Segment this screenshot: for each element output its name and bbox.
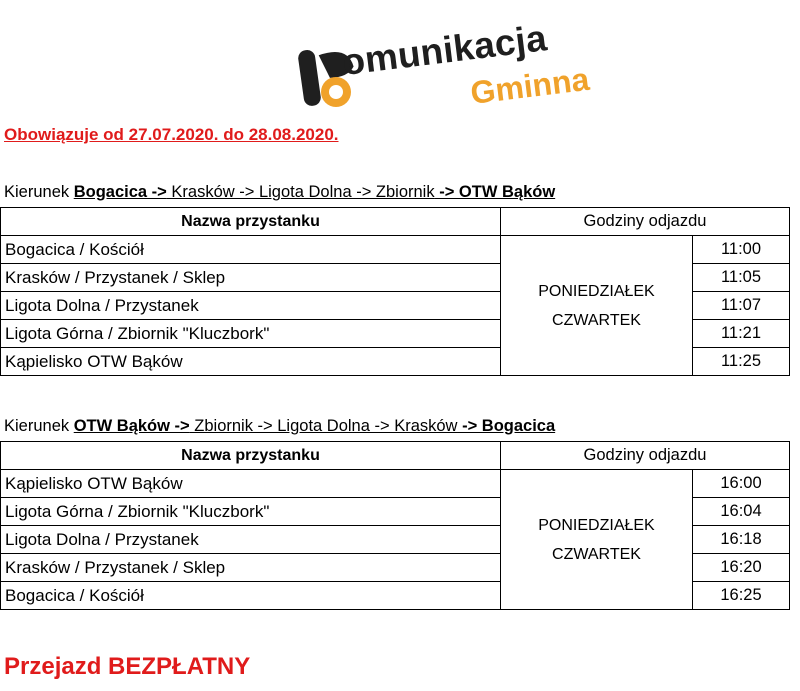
departure-time: 16:00	[693, 470, 790, 498]
operating-days	[501, 470, 693, 610]
departure-time: 16:20	[693, 554, 790, 582]
stop-name: Kąpielisko OTW Bąków	[1, 470, 501, 498]
departure-time: 11:25	[693, 348, 790, 376]
operating-days	[501, 236, 693, 376]
departure-time: 11:21	[693, 320, 790, 348]
day-label: CZWARTEK	[552, 545, 641, 563]
route2-direction	[4, 417, 555, 436]
table-row	[1, 236, 790, 264]
validity-notice: Obowiązuje od 27.07.2020. do 28.08.2020.	[4, 125, 339, 144]
day-label: CZWARTEK	[552, 311, 641, 329]
header-departure-times: Godziny odjazdu	[501, 442, 790, 470]
departure-time: 16:04	[693, 498, 790, 526]
route2-from: OTW Bąków ->	[73, 417, 190, 435]
free-ride-notice: Przejazd BEZPŁATNY	[4, 653, 251, 680]
stop-name: Ligota Górna / Zbiornik "Kluczbork"	[1, 498, 501, 526]
route1-from: Bogacica ->	[73, 183, 167, 201]
stop-name: Bogacica / Kościół	[1, 236, 501, 264]
logo	[298, 17, 628, 115]
departure-time: 16:25	[693, 582, 790, 610]
stop-name: Ligota Dolna / Przystanek	[1, 526, 501, 554]
logo-text-secondary: Gminna	[468, 60, 592, 112]
header-stop-name: Nazwa przystanku	[1, 208, 501, 236]
route2-to: -> Bogacica	[457, 417, 556, 435]
table-row	[1, 470, 790, 498]
table-header-row	[1, 442, 790, 470]
route1-prefix: Kierunek	[4, 183, 74, 201]
route1-middle: Krasków -> Ligota Dolna -> Zbiornik	[166, 183, 435, 201]
stop-name: Krasków / Przystanek / Sklep	[1, 554, 501, 582]
day-label: PONIEDZIAŁEK	[538, 516, 655, 534]
stop-name: Kąpielisko OTW Bąków	[1, 348, 501, 376]
departure-time: 16:18	[693, 526, 790, 554]
day-label: PONIEDZIAŁEK	[538, 282, 655, 300]
route1-timetable	[0, 207, 790, 376]
departure-time: 11:05	[693, 264, 790, 292]
stop-name: Bogacica / Kościół	[1, 582, 501, 610]
logo-text-primary: omunikacja	[339, 17, 549, 84]
route1-direction	[4, 183, 555, 202]
header-departure-times: Godziny odjazdu	[501, 208, 790, 236]
stop-name: Ligota Dolna / Przystanek	[1, 292, 501, 320]
table-header-row	[1, 208, 790, 236]
departure-time: 11:07	[693, 292, 790, 320]
route2-prefix: Kierunek	[4, 417, 74, 435]
header-stop-name: Nazwa przystanku	[1, 442, 501, 470]
stop-name: Krasków / Przystanek / Sklep	[1, 264, 501, 292]
route1-to: -> OTW Bąków	[434, 183, 556, 201]
stop-name: Ligota Górna / Zbiornik "Kluczbork"	[1, 320, 501, 348]
route2-timetable	[0, 441, 790, 610]
departure-time: 11:00	[693, 236, 790, 264]
route2-middle: Zbiornik -> Ligota Dolna -> Krasków	[189, 417, 458, 435]
